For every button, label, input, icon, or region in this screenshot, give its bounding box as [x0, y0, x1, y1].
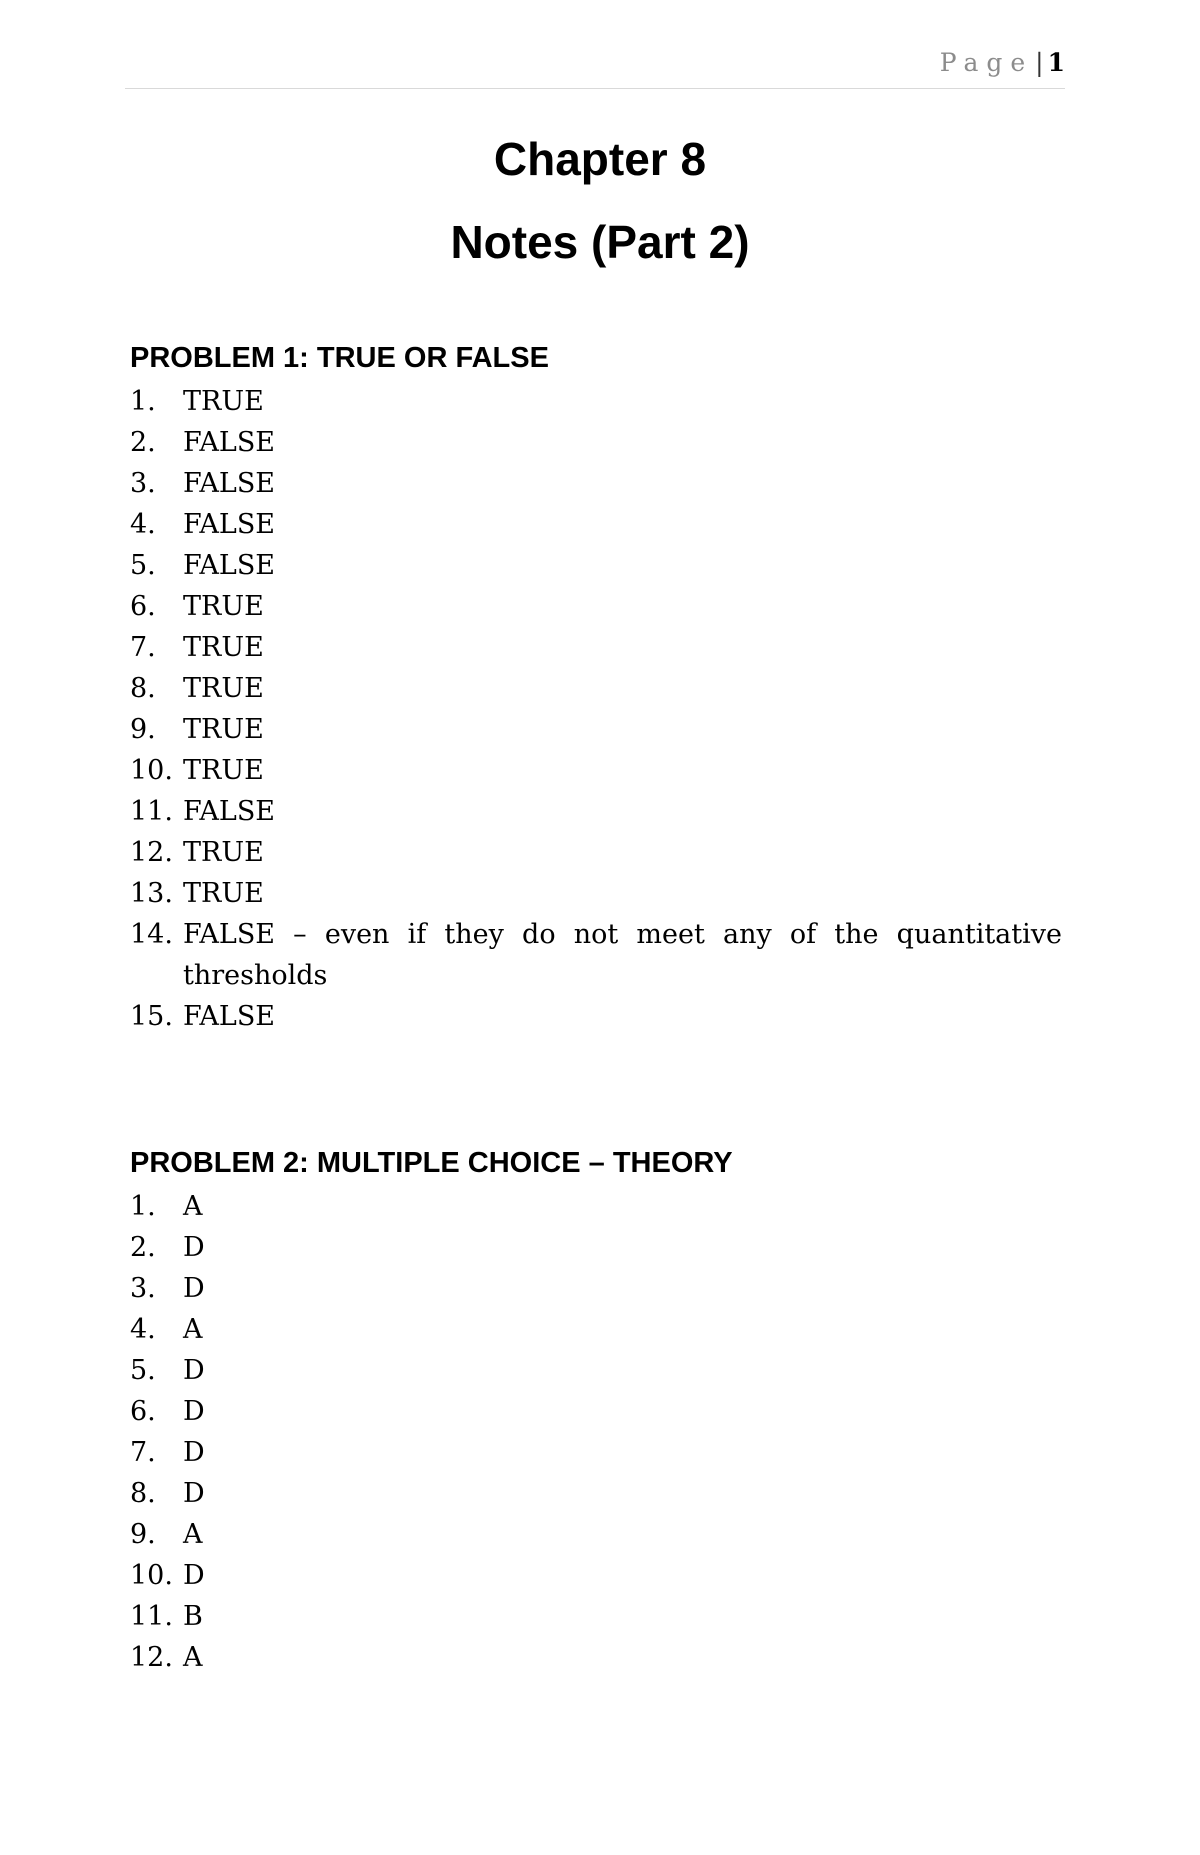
answer-number: 3. [130, 468, 156, 499]
page-number: 1 [1047, 48, 1065, 77]
answer-text: D [183, 1232, 205, 1263]
answer-number: 13. [130, 878, 173, 909]
answer-number: 8. [130, 1478, 156, 1509]
answer-text: A [183, 1642, 203, 1673]
answer-item [130, 586, 1062, 627]
answer-text: FALSE [183, 796, 276, 827]
answer-text: TRUE [183, 632, 264, 663]
answer-number: 9. [130, 1519, 156, 1550]
answer-item [130, 1391, 1062, 1432]
answer-item [130, 627, 1062, 668]
answer-number: 6. [130, 1396, 156, 1427]
answer-item [130, 1268, 1062, 1309]
answer-number: 14. [130, 919, 173, 950]
answer-text: FALSE [183, 509, 276, 540]
answer-number: 9. [130, 714, 156, 745]
answer-item [130, 1596, 1062, 1637]
answer-text: FALSE – even if they do not meet any of the quantitative thresholds [183, 919, 1062, 991]
answer-item [130, 1514, 1062, 1555]
problem-1-heading: PROBLEM 1: TRUE OR FALSE [130, 342, 549, 374]
answer-number: 11. [130, 796, 173, 827]
answer-item [130, 709, 1062, 750]
answer-text: FALSE [183, 468, 276, 499]
answer-text: TRUE [183, 755, 264, 786]
answer-number: 15. [130, 1001, 173, 1032]
answer-number: 4. [130, 1314, 156, 1345]
answer-text: D [183, 1478, 205, 1509]
answer-text: B [183, 1601, 203, 1632]
problem-1-answer-list [130, 381, 1062, 1037]
answer-number: 1. [130, 1191, 156, 1222]
page-header [125, 48, 1065, 89]
answer-number: 12. [130, 1642, 173, 1673]
answer-number: 2. [130, 427, 156, 458]
answer-item [130, 873, 1062, 914]
answer-text: TRUE [183, 714, 264, 745]
answer-item [130, 545, 1062, 586]
answer-text: TRUE [183, 591, 264, 622]
answer-item [130, 422, 1062, 463]
chapter-title: Chapter 8 [493, 133, 707, 185]
problem-2-heading: PROBLEM 2: MULTIPLE CHOICE – THEORY [130, 1147, 733, 1179]
answer-item [130, 1555, 1062, 1596]
answer-text: TRUE [183, 673, 264, 704]
problem-2-answer-list [130, 1186, 1062, 1678]
answer-number: 11. [130, 1601, 173, 1632]
answer-item [130, 1227, 1062, 1268]
answer-item [130, 1432, 1062, 1473]
answer-item [130, 1350, 1062, 1391]
answer-item [130, 1637, 1062, 1678]
answer-number: 2. [130, 1232, 156, 1263]
answer-text: D [183, 1437, 205, 1468]
answer-item [130, 1309, 1062, 1350]
answer-text: TRUE [183, 878, 264, 909]
answer-number: 7. [130, 1437, 156, 1468]
answer-text: D [183, 1560, 205, 1591]
page-label: Page [939, 48, 1034, 77]
answer-number: 10. [130, 755, 173, 786]
page-separator: | [1035, 48, 1044, 77]
answer-text: D [183, 1273, 205, 1304]
answer-item [130, 1186, 1062, 1227]
answer-text: D [183, 1396, 205, 1427]
answer-item [130, 914, 1062, 996]
answer-number: 6. [130, 591, 156, 622]
answer-item [130, 791, 1062, 832]
answer-text: A [183, 1314, 203, 1345]
answer-item [130, 381, 1062, 422]
answer-text: FALSE [183, 1001, 276, 1032]
answer-item [130, 750, 1062, 791]
answer-item [130, 668, 1062, 709]
answer-text: TRUE [183, 837, 264, 868]
answer-item [130, 1473, 1062, 1514]
answer-number: 10. [130, 1560, 173, 1591]
answer-number: 5. [130, 1355, 156, 1386]
answer-item [130, 504, 1062, 545]
answer-item [130, 996, 1062, 1037]
answer-item [130, 463, 1062, 504]
answer-item [130, 832, 1062, 873]
answer-number: 8. [130, 673, 156, 704]
answer-text: A [183, 1519, 203, 1550]
answer-text: FALSE [183, 550, 276, 581]
answer-number: 3. [130, 1273, 156, 1304]
answer-number: 4. [130, 509, 156, 540]
answer-number: 7. [130, 632, 156, 663]
notes-subtitle: Notes (Part 2) [450, 216, 750, 268]
answer-text: TRUE [183, 386, 264, 417]
answer-number: 12. [130, 837, 173, 868]
answer-number: 1. [130, 386, 156, 417]
answer-text: FALSE [183, 427, 276, 458]
answer-number: 5. [130, 550, 156, 581]
answer-text: D [183, 1355, 205, 1386]
answer-text: A [183, 1191, 203, 1222]
